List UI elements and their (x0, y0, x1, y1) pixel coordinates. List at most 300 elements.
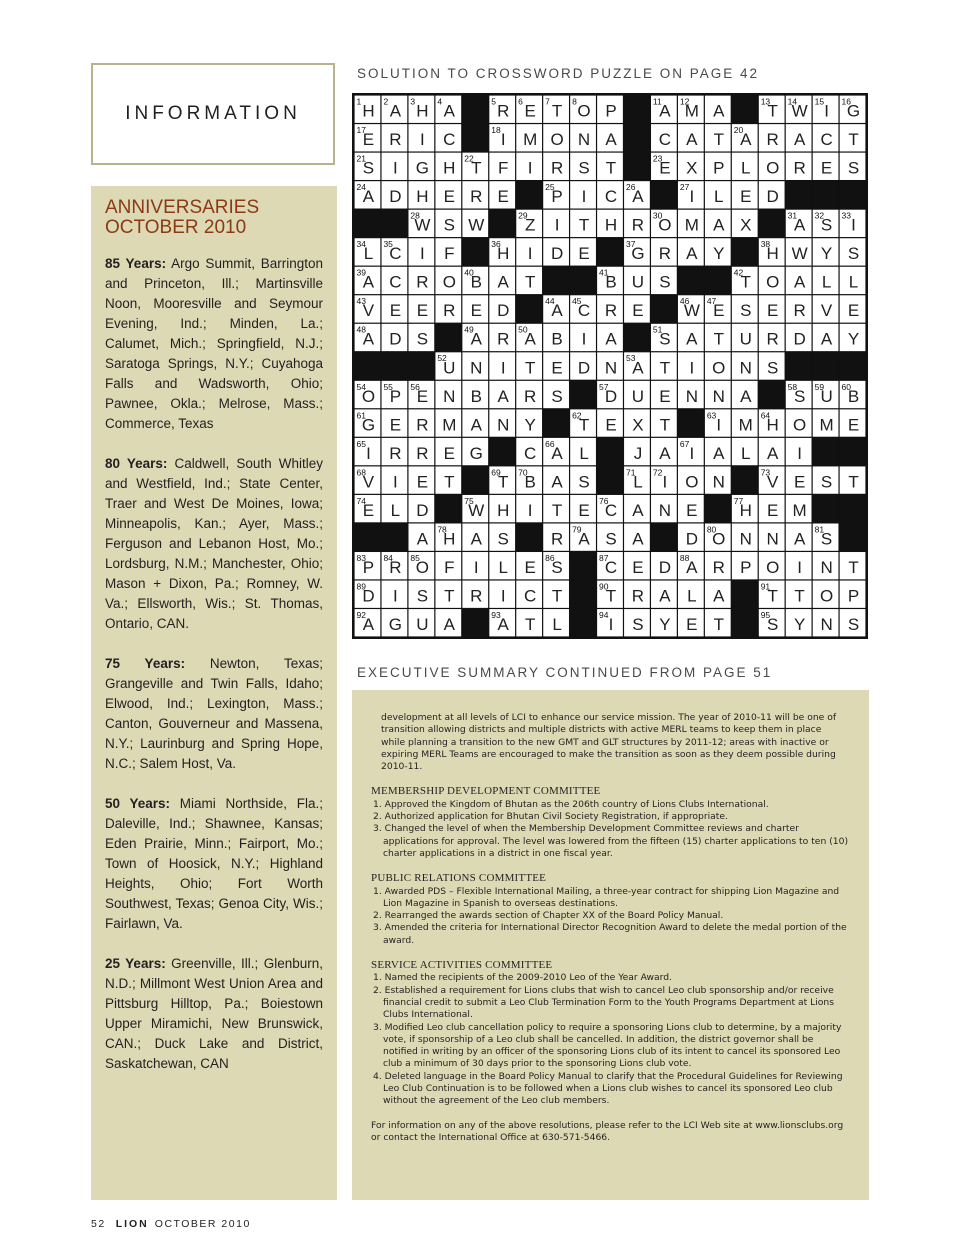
summary-item: 3. Changed the level of when the Membership Development Committee reviews and charter applications for approval. The level was lowered from the fifteen (15) charter applications to ten (10) charter applications in a district in one fiscal year. (373, 823, 849, 859)
crossword-letter: A (793, 272, 806, 292)
crossword-letter: T (767, 586, 778, 606)
crossword-letter: E (443, 187, 455, 207)
crossword-clue-number: 37 (625, 239, 636, 250)
crossword-letter: L (848, 272, 859, 292)
summary-item: 1. Named the recipients of the 2009-2010 Leo of the Year Award. (373, 972, 673, 984)
crossword-letter: S (820, 472, 833, 492)
crossword-letter: R (550, 158, 564, 178)
crossword-clue-number: 39 (356, 267, 366, 278)
crossword-clue-number: 56 (410, 381, 420, 392)
crossword-black-square (678, 267, 704, 294)
crossword-letter: S (847, 244, 860, 264)
crossword-clue-number: 54 (356, 381, 366, 392)
crossword-letter: M (684, 215, 699, 235)
crossword-letter: L (633, 472, 643, 492)
crossword-black-square (355, 523, 381, 550)
crossword-black-square (651, 181, 677, 208)
crossword-letter: R (793, 158, 806, 178)
crossword-grid (352, 93, 868, 639)
crossword-clue-number: 75 (464, 495, 474, 506)
crossword-letter: S (497, 529, 509, 549)
crossword-letter: I (554, 215, 560, 235)
crossword-letter: E (767, 301, 779, 321)
crossword-letter: T (848, 472, 859, 492)
crossword-letter: A (632, 529, 644, 549)
crossword-letter: M (684, 101, 699, 121)
crossword-letter: D (685, 529, 698, 549)
crossword-letter: B (551, 329, 563, 349)
anniversary-years: 80 Years: (105, 456, 168, 471)
crossword-letter: I (393, 158, 398, 178)
crossword-letter: A (793, 130, 806, 150)
crossword-clue-number: 77 (733, 495, 744, 506)
crossword-letter: N (685, 386, 698, 406)
crossword-clue-number: 83 (356, 552, 366, 563)
crossword-letter: R (497, 101, 510, 121)
crossword-black-square (408, 352, 434, 379)
crossword-clue-number: 71 (625, 467, 636, 478)
crossword-letter: I (581, 187, 587, 207)
crossword-clue-number: 46 (679, 296, 690, 307)
crossword-clue-number: 59 (814, 381, 825, 392)
anniversary-years: 25 Years: (105, 956, 166, 971)
crossword-black-square (840, 495, 866, 522)
crossword-letter: T (605, 158, 617, 178)
crossword-letter: T (713, 615, 724, 634)
crossword-black-square (813, 438, 839, 465)
crossword-letter: O (766, 272, 780, 292)
crossword-black-square (489, 210, 515, 237)
crossword-letter: G (388, 615, 403, 634)
crossword-clue-number: 53 (625, 353, 636, 364)
anniversaries-list (105, 254, 323, 1074)
crossword-letter: O (550, 130, 564, 150)
crossword-clue-number: 80 (706, 524, 717, 535)
crossword-clue-number: 48 (356, 324, 366, 335)
crossword-letter: P (389, 386, 402, 406)
crossword-letter: V (767, 472, 779, 492)
crossword-clue-number: 10 (625, 96, 636, 107)
crossword-letter: T (471, 158, 482, 178)
crossword-letter: R (416, 415, 429, 435)
crossword-letter: A (713, 586, 725, 606)
crossword-letter: W (468, 215, 485, 235)
crossword-letter: E (820, 158, 833, 178)
crossword-letter: D (362, 586, 375, 606)
crossword-clue-number: 40 (464, 267, 474, 278)
crossword-letter: C (389, 244, 402, 264)
crossword-letter: W (468, 500, 485, 520)
crossword-letter: O (658, 215, 672, 235)
crossword-letter: E (497, 187, 509, 207)
crossword-clue-number: 58 (787, 381, 798, 392)
crossword-letter: T (713, 130, 724, 150)
summary-section-heading: MEMBERSHIP DEVELOPMENT COMMITTEE (371, 785, 601, 798)
crossword-clue-number: 41 (599, 267, 609, 278)
crossword-letter: T (524, 358, 536, 378)
crossword-letter: A (497, 615, 509, 634)
crossword-letter: O (685, 472, 699, 492)
crossword-letter: S (659, 329, 671, 349)
crossword-black-square (382, 210, 408, 237)
crossword-black-square (462, 124, 488, 151)
summary-section-list (371, 886, 851, 947)
crossword-clue-number: 1 (356, 96, 362, 107)
crossword-clue-number: 50 (518, 324, 528, 335)
crossword-letter: A (389, 101, 402, 121)
crossword-letter: A (578, 529, 590, 549)
crossword-letter: A (362, 329, 375, 349)
crossword-black-square (543, 409, 569, 436)
crossword-letter: Z (524, 215, 536, 235)
crossword-letter: B (470, 386, 482, 406)
crossword-clue-number: 28 (410, 210, 420, 221)
crossword-letter: I (473, 557, 479, 577)
crossword-letter: A (740, 130, 752, 150)
crossword-letter: S (578, 472, 590, 492)
crossword-clue-number: 22 (464, 153, 474, 164)
crossword-clue-number: 86 (545, 552, 555, 563)
crossword-letter: G (415, 158, 429, 178)
crossword-clue-number: 60 (841, 381, 852, 392)
crossword-letter: S (847, 615, 860, 634)
crossword-letter: N (739, 529, 752, 549)
anniversary-clubs: Newton, Texas; Grangeville and Twin Falls, Idaho; Elwood, Ind.; Lexington, Mass.; Canton, Gouverneur and Massena, N.Y.; Laurinburg and Spring Hope, N.C.; Salem Host, Va. (105, 656, 323, 771)
crossword-letter: I (500, 358, 506, 378)
crossword-letter: B (470, 272, 482, 292)
crossword-black-square (786, 352, 812, 379)
crossword-letter: I (689, 443, 695, 463)
crossword-letter: O (415, 557, 429, 577)
crossword-letter: I (500, 130, 506, 150)
crossword-letter: E (524, 557, 536, 577)
crossword-letter: O (712, 358, 726, 378)
crossword-letter: L (741, 158, 751, 178)
crossword-letter: S (767, 358, 779, 378)
crossword-letter: I (500, 586, 506, 606)
issue-date: OCTOBER 2010 (154, 1218, 251, 1230)
information-title: INFORMATION (125, 103, 301, 124)
crossword-letter: S (847, 158, 860, 178)
crossword-letter: A (470, 529, 482, 549)
crossword-letter: C (604, 187, 618, 207)
crossword-letter: A (497, 386, 509, 406)
crossword-black-square (786, 181, 812, 208)
crossword-letter: M (523, 130, 538, 150)
crossword-letter: C (658, 130, 672, 150)
crossword-letter: P (551, 187, 563, 207)
crossword-letter: T (578, 415, 590, 435)
crossword-letter: W (683, 301, 700, 321)
crossword-letter: A (740, 386, 752, 406)
crossword-letter: T (444, 472, 455, 492)
crossword-letter: A (470, 329, 482, 349)
anniversary-clubs: Miami Northside, Fla.; Daleville, Ind.; Shawnee, Kansas; Eden Prairie, Minn.; Fairport, Mo.; Town of Hoosick, N.Y.; Highland Heights, Ohio; Fort Worth Southwest, Texas; Genoa City, Wis.; Fairlawn, Va. (105, 796, 323, 931)
crossword-letter: D (577, 358, 591, 378)
crossword-letter: A (713, 215, 725, 235)
crossword-clue-number: 57 (599, 381, 609, 392)
crossword-letter: P (740, 557, 752, 577)
crossword-black-square (516, 181, 542, 208)
page-number: 52 (91, 1218, 106, 1230)
crossword-letter: A (443, 615, 455, 634)
crossword-letter: A (551, 301, 563, 321)
crossword-letter: H (443, 529, 456, 549)
crossword-letter: T (767, 101, 778, 121)
crossword-letter: C (524, 586, 537, 606)
crossword-letter: D (658, 557, 672, 577)
crossword-clue-number: 55 (383, 381, 393, 392)
anniversary-entry (105, 454, 323, 634)
crossword-letter: I (608, 615, 614, 634)
crossword-letter: R (604, 301, 618, 321)
crossword-letter: R (389, 557, 402, 577)
crossword-letter: Y (793, 615, 806, 634)
crossword-letter: N (577, 130, 591, 150)
crossword-letter: T (794, 586, 805, 606)
anniversaries-sidebar (91, 186, 337, 1200)
crossword-letter: L (741, 443, 751, 463)
crossword-letter: D (550, 244, 564, 264)
crossword-letter: R (631, 215, 645, 235)
crossword-letter: T (659, 358, 671, 378)
crossword-letter: S (362, 158, 375, 178)
crossword-letter: Y (820, 244, 833, 264)
crossword-letter: E (659, 158, 671, 178)
crossword-clue-number: 6 (518, 96, 523, 107)
crossword-clue-number: 65 (356, 438, 366, 449)
crossword-letter: I (420, 244, 425, 264)
crossword-clue-number: 92 (356, 609, 366, 620)
crossword-letter: F (444, 557, 455, 577)
crossword-clue-number: 35 (383, 239, 393, 250)
crossword-letter: L (552, 615, 562, 634)
crossword-clue-number: 62 (572, 410, 582, 421)
crossword-clue-number: 38 (760, 239, 771, 250)
crossword-letter: U (739, 329, 752, 349)
crossword-letter: L (821, 272, 832, 292)
crossword-letter: R (766, 329, 779, 349)
crossword-letter: L (363, 244, 374, 264)
crossword-clue-number: 36 (491, 239, 501, 250)
crossword-letter: A (793, 215, 806, 235)
crossword-letter: B (847, 386, 860, 406)
crossword-letter: H (416, 101, 429, 121)
summary-section-list (371, 799, 851, 860)
crossword-letter: D (793, 329, 806, 349)
crossword-letter: H (766, 244, 779, 264)
crossword-clue-number: 7 (545, 96, 550, 107)
crossword-letter: I (824, 101, 829, 121)
crossword-letter: D (604, 386, 618, 406)
summary-item: 2. Established a requirement for Lions clubs that wish to cancel Leo club sponsorship and/or receive financial credit to submit a Leo Club Termination Form to the Youth Programs Department at Lions Clubs International. (373, 984, 835, 1021)
crossword-letter: I (527, 500, 533, 520)
anniversary-years: 85 Years: (105, 256, 167, 271)
crossword-clue-number: 44 (545, 296, 555, 307)
crossword-letter: A (632, 500, 644, 520)
crossword-letter: T (524, 615, 536, 634)
crossword-clue-number: 17 (356, 125, 366, 136)
crossword-clue-number: 25 (545, 182, 555, 193)
crossword-letter: F (444, 244, 455, 264)
crossword-clue-number: 33 (841, 210, 852, 221)
crossword-letter: O (819, 586, 834, 606)
crossword-clue-number: 3 (410, 96, 416, 107)
crossword-letter: A (362, 187, 375, 207)
crossword-clue-number: 8 (572, 96, 577, 107)
crossword-letter: N (712, 386, 725, 406)
crossword-clue-number: 26 (625, 182, 636, 193)
crossword-letter: T (713, 329, 724, 349)
crossword-clue-number: 79 (572, 524, 582, 535)
summary-item: 1. Approved the Kingdom of Bhutan as the 206th country of Lions Clubs International. (373, 798, 769, 810)
crossword-letter: V (820, 301, 833, 321)
crossword-black-square (840, 352, 866, 379)
crossword-letter: A (497, 272, 509, 292)
crossword-letter: T (848, 557, 859, 577)
crossword-black-square (732, 238, 758, 265)
crossword-letter: A (551, 472, 563, 492)
crossword-black-square (462, 96, 488, 123)
summary-sections (371, 785, 851, 1107)
crossword-letter: L (714, 187, 724, 207)
crossword-title: SOLUTION TO CROSSWORD PUZZLE ON PAGE 42 (357, 66, 760, 81)
crossword-letter: M (792, 500, 807, 520)
crossword-letter: D (766, 187, 779, 207)
crossword-letter: A (470, 415, 482, 435)
summary-title: EXECUTIVE SUMMARY CONTINUED FROM PAGE 51 (357, 665, 773, 680)
anniversary-years: 50 Years: (105, 796, 171, 811)
crossword-letter: S (659, 272, 671, 292)
crossword-clue-number: 66 (545, 438, 555, 449)
crossword-letter: N (497, 415, 510, 435)
crossword-black-square (597, 438, 623, 465)
crossword-letter: T (551, 586, 563, 606)
summary-item: 3. Amended the criteria for International Director Recognition Award to delete the medal portion of the award. (373, 922, 847, 946)
crossword-black-square (516, 523, 542, 550)
crossword-clue-number: 16 (841, 96, 852, 107)
crossword-letter: I (366, 443, 371, 463)
crossword-letter: R (766, 130, 779, 150)
crossword-letter: S (820, 529, 833, 549)
crossword-letter: I (581, 329, 587, 349)
crossword-clue-number: 47 (706, 296, 717, 307)
crossword-letter: E (605, 415, 617, 435)
crossword-letter: E (416, 301, 429, 321)
crossword-letter: A (605, 130, 617, 150)
crossword-letter: A (686, 244, 698, 264)
crossword-letter: S (820, 215, 833, 235)
crossword-letter: R (443, 301, 456, 321)
crossword-letter: A (713, 443, 725, 463)
crossword-letter: S (793, 386, 806, 406)
crossword-letter: E (362, 130, 375, 150)
crossword-clue-number: 4 (437, 96, 443, 107)
crossword-clue-number: 90 (599, 581, 609, 592)
crossword-letter: E (632, 557, 644, 577)
crossword-letter: E (443, 443, 455, 463)
crossword-letter: R (793, 301, 806, 321)
crossword-clue-number: 51 (652, 324, 663, 335)
crossword-black-square (813, 181, 839, 208)
crossword-black-square (813, 352, 839, 379)
crossword-black-square (759, 210, 785, 237)
crossword-letter: H (416, 187, 429, 207)
crossword-clue-number: 49 (464, 324, 474, 335)
crossword-letter: T (848, 130, 859, 150)
crossword-letter: U (631, 386, 645, 406)
crossword-letter: R (416, 272, 429, 292)
crossword-letter: S (605, 529, 617, 549)
crossword-black-square (732, 466, 758, 493)
crossword-letter: V (362, 301, 375, 321)
crossword-letter: A (551, 443, 563, 463)
magazine-name: LION (115, 1218, 149, 1230)
crossword-letter: E (847, 301, 860, 321)
crossword-letter: N (712, 472, 725, 492)
crossword-black-square (597, 238, 623, 265)
crossword-letter: A (632, 187, 644, 207)
crossword-letter: L (498, 557, 508, 577)
crossword-letter: E (578, 500, 590, 520)
crossword-letter: T (498, 472, 509, 492)
crossword-black-square (570, 267, 596, 294)
crossword-letter: M (738, 415, 753, 435)
crossword-letter: N (739, 358, 752, 378)
crossword-black-square (840, 438, 866, 465)
crossword-letter: U (631, 272, 645, 292)
crossword-letter: C (604, 500, 618, 520)
crossword-letter: H (766, 415, 779, 435)
crossword-black-square (732, 581, 758, 608)
crossword-letter: S (740, 301, 752, 321)
crossword-letter: H (604, 215, 618, 235)
crossword-letter: I (527, 244, 533, 264)
crossword-black-square (543, 267, 569, 294)
crossword-black-square (840, 181, 866, 208)
crossword-clue-number: 63 (706, 410, 717, 421)
crossword-letter: E (793, 472, 806, 492)
crossword-black-square (624, 153, 650, 180)
crossword-letter: A (659, 586, 671, 606)
crossword-clue-number: 91 (760, 581, 771, 592)
crossword-clue-number: 84 (383, 552, 393, 563)
crossword-letter: O (712, 529, 726, 549)
crossword-clue-number: 12 (679, 96, 690, 107)
crossword-letter: R (416, 443, 429, 463)
crossword-letter: X (632, 415, 644, 435)
crossword-letter: I (393, 586, 398, 606)
crossword-letter: D (389, 329, 402, 349)
crossword-letter: S (416, 329, 429, 349)
crossword-letter: E (686, 500, 698, 520)
crossword-letter: U (443, 358, 456, 378)
crossword-letter: R (712, 557, 725, 577)
anniversaries-heading-line1: ANNIVERSARIES (105, 197, 260, 218)
crossword-letter: I (797, 557, 802, 577)
crossword-letter: Y (524, 415, 536, 435)
crossword-clue-number: 93 (491, 609, 501, 620)
crossword-letter: S (578, 158, 590, 178)
crossword-letter: E (416, 386, 429, 406)
crossword-clue-number: 32 (814, 210, 825, 221)
crossword-letter: E (362, 500, 375, 520)
crossword-black-square (570, 552, 596, 579)
crossword-black-square (570, 581, 596, 608)
summary-item: 1. Awarded PDS – Flexible International Mailing, a three-year contract for shipping Lion Magazine and Lion Magazine in Spanish to overseas destinations. (373, 885, 840, 909)
crossword-letter: W (791, 101, 808, 121)
anniversary-entry (105, 654, 323, 774)
